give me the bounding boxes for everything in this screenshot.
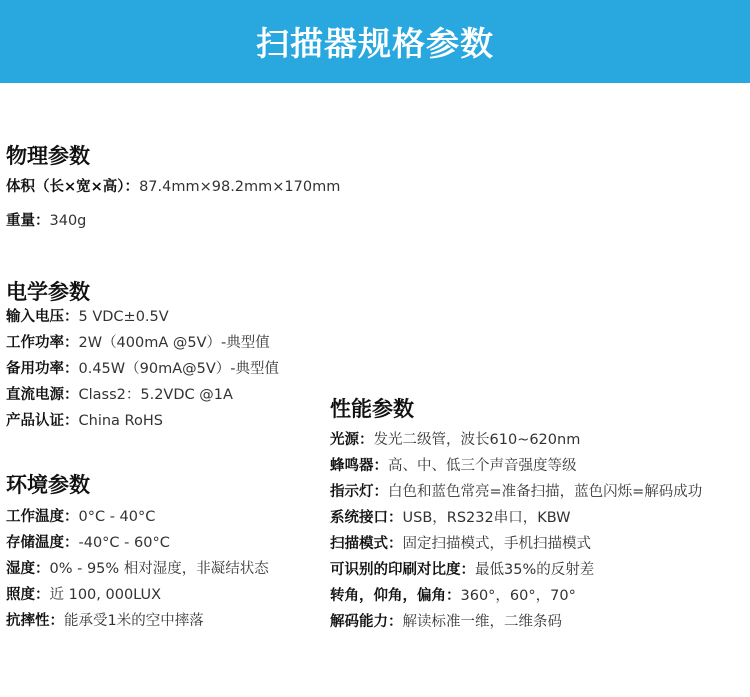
spec-value: 2W（400mA @5V）-典型值 <box>78 335 270 351</box>
spec-value: 固定扫描模式，手机扫描模式 <box>402 536 591 552</box>
spec-row-light-source <box>330 430 580 450</box>
spec-row-print-contrast <box>330 560 594 580</box>
section-title-performance: 性能参数 <box>330 397 414 421</box>
spec-label: 工作功率： <box>6 335 79 351</box>
spec-row-storage-temp <box>6 533 170 553</box>
spec-row-standby-power <box>6 359 279 379</box>
spec-value: 360°，60°，70° <box>460 588 576 604</box>
spec-row-weight <box>6 211 86 231</box>
spec-row-decoding <box>330 612 562 632</box>
spec-value: 5 VDC±0.5V <box>78 309 169 325</box>
spec-label: 体积（长×宽×高）： <box>6 179 140 195</box>
spec-row-drop-resistance <box>6 611 204 631</box>
spec-label: 抗摔性： <box>6 613 64 629</box>
spec-label: 湿度： <box>6 561 50 577</box>
spec-label: 输入电压： <box>6 309 79 325</box>
spec-label: 照度： <box>6 587 50 603</box>
spec-value: 近 100, 000LUX <box>49 587 162 603</box>
spec-value: 能承受1米的空中摔落 <box>64 613 204 629</box>
spec-value: Class2：5.2VDC @1A <box>78 387 233 403</box>
page-title: 扫描器规格参数 <box>256 24 494 63</box>
spec-row-input-voltage <box>6 307 169 327</box>
spec-row-working-power <box>6 333 270 353</box>
spec-label: 扫描模式： <box>330 536 403 552</box>
spec-label: 指示灯： <box>330 484 388 500</box>
spec-value: China RoHS <box>78 413 163 429</box>
spec-label: 产品认证： <box>6 413 79 429</box>
spec-value: -40°C - 60°C <box>78 535 170 551</box>
spec-label: 直流电源： <box>6 387 79 403</box>
spec-label: 存储温度： <box>6 535 79 551</box>
spec-row-scan-mode <box>330 534 591 554</box>
spec-row-illuminance <box>6 585 161 605</box>
spec-row-humidity <box>6 559 269 579</box>
spec-value: 最低35%的反射差 <box>475 562 595 578</box>
spec-label: 解码能力： <box>330 614 403 630</box>
spec-label: 光源： <box>330 432 374 448</box>
spec-label: 系统接口： <box>330 510 403 526</box>
header-banner <box>0 0 750 83</box>
spec-label: 蜂鸣器： <box>330 458 388 474</box>
spec-label: 转角，仰角，偏角： <box>330 588 461 604</box>
spec-value: 0°C - 40°C <box>78 509 156 525</box>
spec-value: 0% - 95% 相对湿度，非凝结状态 <box>49 561 269 577</box>
spec-value: 高、中、低三个声音强度等级 <box>388 458 577 474</box>
spec-row-interface <box>330 508 571 528</box>
spec-label: 备用功率： <box>6 361 79 377</box>
spec-value: 87.4mm×98.2mm×170mm <box>139 179 341 195</box>
spec-row-operating-temp <box>6 507 155 527</box>
section-title-physical: 物理参数 <box>6 144 90 168</box>
spec-label: 可识别的印刷对比度： <box>330 562 475 578</box>
spec-row-dc-power <box>6 385 233 405</box>
spec-value: 0.45W（90mA@5V）-典型值 <box>78 361 279 377</box>
spec-row-volume <box>6 177 340 197</box>
section-title-electrical: 电学参数 <box>6 280 90 304</box>
spec-label: 工作温度： <box>6 509 79 525</box>
spec-value: 发光二级管，波长610~620nm <box>373 432 581 448</box>
spec-label: 重量： <box>6 213 50 229</box>
spec-value: 解读标准一维，二维条码 <box>402 614 562 630</box>
spec-row-certification <box>6 411 163 431</box>
spec-value: 白色和蓝色常亮=准备扫描，蓝色闪烁=解码成功 <box>388 484 703 500</box>
section-title-environment: 环境参数 <box>6 473 90 497</box>
spec-row-indicator <box>330 482 702 502</box>
spec-row-buzzer <box>330 456 577 476</box>
spec-value: 340g <box>49 213 87 229</box>
spec-row-angles <box>330 586 576 606</box>
spec-value: USB，RS232串口，KBW <box>402 510 571 526</box>
